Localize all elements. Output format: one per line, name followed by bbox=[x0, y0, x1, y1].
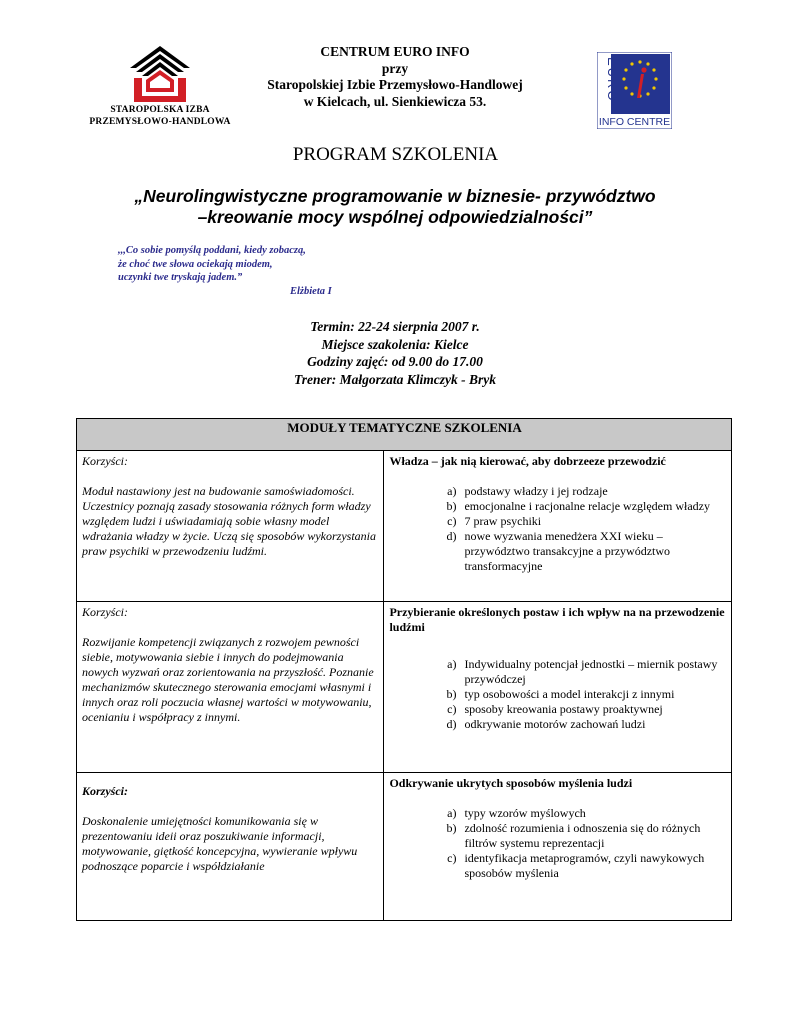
benefit-cell bbox=[77, 602, 384, 773]
chamber-name-line2: PRZEMYSŁOWO-HANDLOWA bbox=[89, 117, 231, 127]
module-cell bbox=[384, 451, 732, 602]
training-hours: Godziny zajęć: od 9.00 do 17.00 bbox=[307, 354, 483, 369]
quote-line: że choć twe słowa ociekają miodem, bbox=[118, 258, 273, 270]
euro-info-centre-logo bbox=[597, 52, 672, 129]
chamber-name-line1: STAROPOLSKA IZBA bbox=[110, 105, 210, 115]
list-item: b. emocjonalne i racjonalne relacje względem władzy bbox=[456, 499, 727, 514]
benefit-label: Korzyści: bbox=[82, 784, 128, 798]
benefit-label: Korzyści: bbox=[82, 605, 128, 619]
address-line: CENTRUM EURO INFO bbox=[320, 44, 470, 59]
table-row bbox=[77, 773, 732, 921]
info-centre-text: INFO CENTRE bbox=[598, 116, 671, 128]
benefit-text: Rozwijanie kompetencji związanych z rozwojem pewności siebie, motywowania siebie i innych do podejmowania nowych wyzwań oraz zorientowania na przyszłość. Poznanie mechanizmów skutecznego sterowania emocjami własnymi i innych oraz roli poczucia własnej wartości w motywowaniu, ocenianiu i współpracy z innymi. bbox=[82, 635, 374, 724]
modules-table bbox=[76, 418, 732, 921]
quote-line: uczynki twe tryskają jadem.” bbox=[118, 272, 243, 283]
list-item: d. odkrywanie motorów zachowań ludzi bbox=[456, 717, 727, 732]
benefit-label: Korzyści: bbox=[82, 454, 128, 468]
list-item: a. podstawy władzy i jej rodzaje bbox=[456, 484, 727, 499]
module-title: Przybieranie określonych postaw i ich wpływ na na przewodzenie ludźmi bbox=[389, 605, 725, 634]
training-place: Miejsce szakolenia: Kielce bbox=[321, 336, 469, 352]
topic-list bbox=[389, 806, 727, 881]
module-cell bbox=[384, 602, 732, 773]
quote-author: Elżbieta I bbox=[290, 285, 332, 297]
course-title bbox=[100, 186, 690, 228]
address-line: w Kielcach, ul. Sienkiewicza 53. bbox=[303, 93, 487, 109]
benefit-cell bbox=[77, 451, 384, 602]
quote-block bbox=[118, 244, 378, 298]
list-item: d. nowe wyzwania menedżera XXI wieku – przywództwo transakcyjne a przywództwo transformacyjne bbox=[456, 529, 727, 574]
list-item: c. 7 praw psychiki bbox=[456, 514, 727, 529]
course-title-line: –kreowanie mocy wspólnej odpowiedzialności” bbox=[197, 207, 593, 227]
address-line: przy bbox=[381, 60, 409, 76]
address-line: Staropolskiej Izbie Przemysłowo-Handlowej bbox=[267, 77, 523, 92]
course-title-line: „Neurolingwistyczne programowanie w biznesie- przywództwo bbox=[134, 186, 656, 206]
list-item: a. Indywidualny potencjał jednostki – miernik postawy przywódczej bbox=[456, 657, 727, 687]
benefit-text: Moduł nastawiony jest na budowanie samoświadomości. Uczestnicy poznają zasady stosowania różnych form władzy względem ludzi i uświadamiają sobie własny model wdrażania władzy w życie. Uczą się sposobów wykorzystania praw psychiki w przewodzeniu ludźmi. bbox=[82, 484, 376, 558]
training-details bbox=[150, 318, 640, 388]
module-title: Odkrywanie ukrytych sposobów myślenia ludzi bbox=[389, 776, 633, 790]
list-item: c. sposoby kreowania postawy proaktywnej bbox=[456, 702, 727, 717]
euro-info-address bbox=[240, 44, 550, 110]
training-date: Termin: 22-24 sierpnia 2007 r. bbox=[310, 319, 480, 334]
list-item: c. identyfikacja metaprogramów, czyli nawykowych sposobów myślenia bbox=[456, 851, 727, 881]
list-item: b. zdolność rozumienia i odnoszenia się do różnych filtrów systemu reprezentacji bbox=[456, 821, 727, 851]
table-row bbox=[77, 602, 732, 773]
benefit-text: Doskonalenie umiejętności komunikowania się w prezentowaniu ideii oraz poszukiwanie informacji, motywowanie, giętkość koncepcyjna, wywieranie wpływu podnoszące poparcie i współdziałanie bbox=[82, 814, 358, 873]
euro-info-centre-logo-icon bbox=[597, 52, 672, 129]
module-title: Władza – jak nią kierować, aby dobrzeeze przewodzić bbox=[389, 454, 666, 468]
euro-vertical-text: EURO bbox=[605, 57, 620, 103]
chamber-logo bbox=[80, 44, 240, 136]
list-item: a. typy wzorów myślowych bbox=[456, 806, 727, 821]
training-trainer: Trener: Małgorzata Klimczyk - Bryk bbox=[294, 371, 496, 387]
table-row bbox=[77, 451, 732, 602]
topic-list bbox=[389, 484, 727, 574]
chamber-emblem-icon bbox=[128, 44, 192, 104]
table-heading: MODUŁY TEMATYCZNE SZKOLENIA bbox=[77, 419, 732, 451]
module-cell bbox=[384, 773, 732, 921]
topic-list bbox=[389, 657, 727, 732]
list-item: b. typ osobowości a model interakcji z innymi bbox=[456, 687, 727, 702]
benefit-cell bbox=[77, 773, 384, 921]
quote-line: ,,,Co sobie pomyślą poddani, kiedy zobaczą, bbox=[118, 245, 306, 256]
program-title: PROGRAM SZKOLENIA bbox=[292, 144, 499, 165]
table-header-row bbox=[77, 419, 732, 451]
